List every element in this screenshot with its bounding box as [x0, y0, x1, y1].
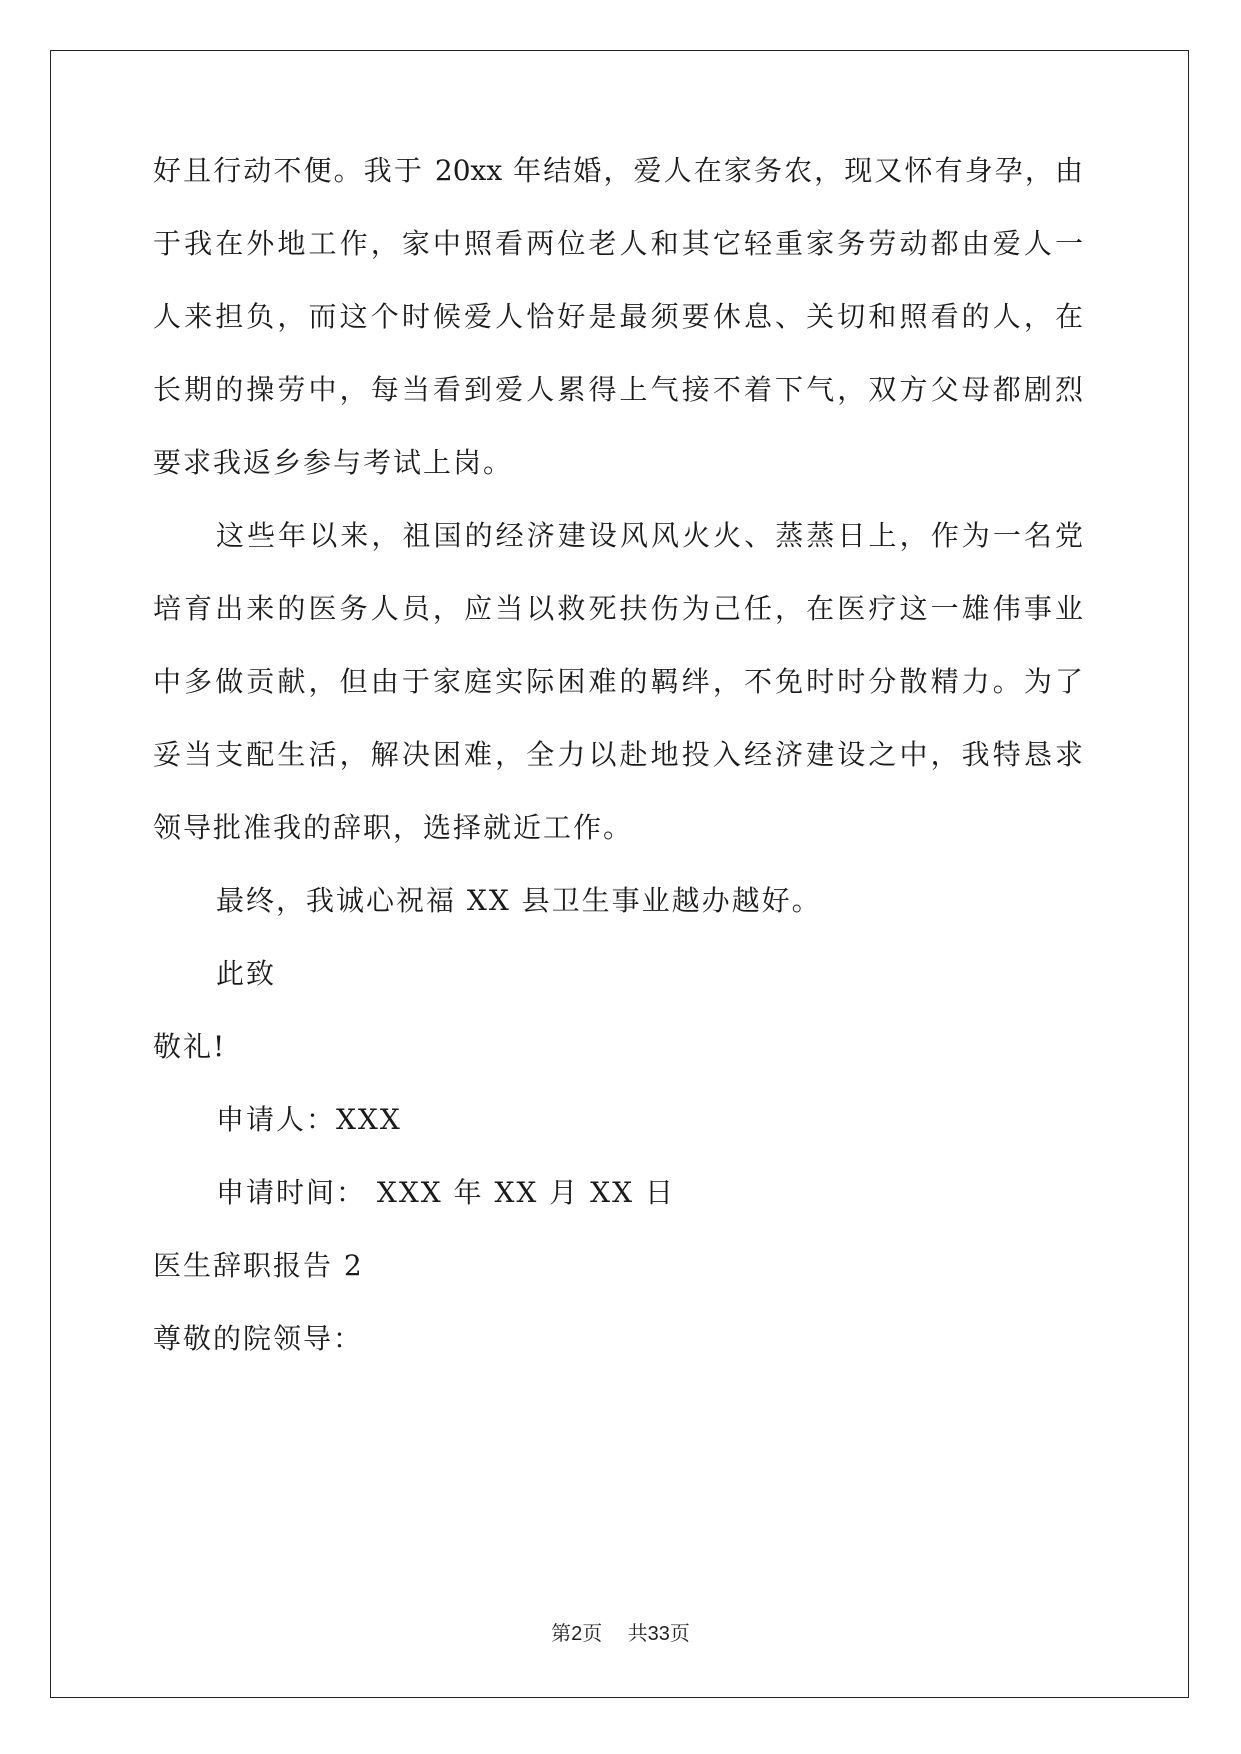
salutation-jingli: 敬礼! [153, 1030, 227, 1063]
footer-page-suffix: 页 [582, 1621, 603, 1645]
footer-total-suffix: 页 [669, 1621, 690, 1645]
paragraph-2-line-1: 这些年以来，祖国的经济建设风风火火、蒸蒸日上，作为一名党 [216, 519, 1083, 552]
paragraph-2-line-4: 妥当支配生活，解决困难，全力以赴地投入经济建设之中，我特恳求 [153, 738, 1083, 771]
paragraph-2-line-2: 培育出来的医务人员，应当以救死扶伤为己任，在医疗这一雄伟事业 [153, 592, 1083, 625]
body-line-5: 要求我返乡参与考试上岗。 [153, 446, 514, 479]
salutation-cizhi: 此致 [216, 957, 277, 990]
greeting-line: 尊敬的院领导： [153, 1322, 364, 1355]
section-title: 医生辞职报告 2 [153, 1249, 364, 1282]
body-line-2: 于我在外地工作，家中照看两位老人和其它轻重家务劳动都由爱人一 [153, 227, 1083, 260]
body-line-4: 长期的操劳中，每当看到爱人累得上气接不着下气，双方父母都剧烈 [153, 373, 1083, 406]
paragraph-2-line-3: 中多做贡献，但由于家庭实际困难的羁绊，不免时时分散精力。为了 [153, 665, 1083, 698]
applicant-line: 申请人：XXX [216, 1103, 402, 1136]
footer-total-prefix: 共 [627, 1621, 648, 1645]
closing-wish: 最终，我诚心祝福 XX 县卫生事业越办越好。 [216, 884, 822, 917]
paragraph-2-line-5: 领导批准我的辞职，选择就近工作。 [153, 811, 634, 844]
footer-page-number: 2 [571, 1623, 583, 1645]
body-line-1: 好且行动不便。我于 20xx 年结婚，爱人在家务农，现又怀有身孕，由 [153, 154, 1083, 187]
body-line-3: 人来担负，而这个时候爱人恰好是最须要休息、关切和照看的人，在 [153, 300, 1083, 333]
page-footer [0, 1620, 1241, 1647]
footer-total-pages: 33 [647, 1623, 670, 1645]
application-date-line: 申请时间： XXX 年 XX 月 XX 日 [216, 1176, 675, 1209]
page-border [50, 50, 1189, 1698]
footer-prefix: 第 [551, 1621, 572, 1645]
